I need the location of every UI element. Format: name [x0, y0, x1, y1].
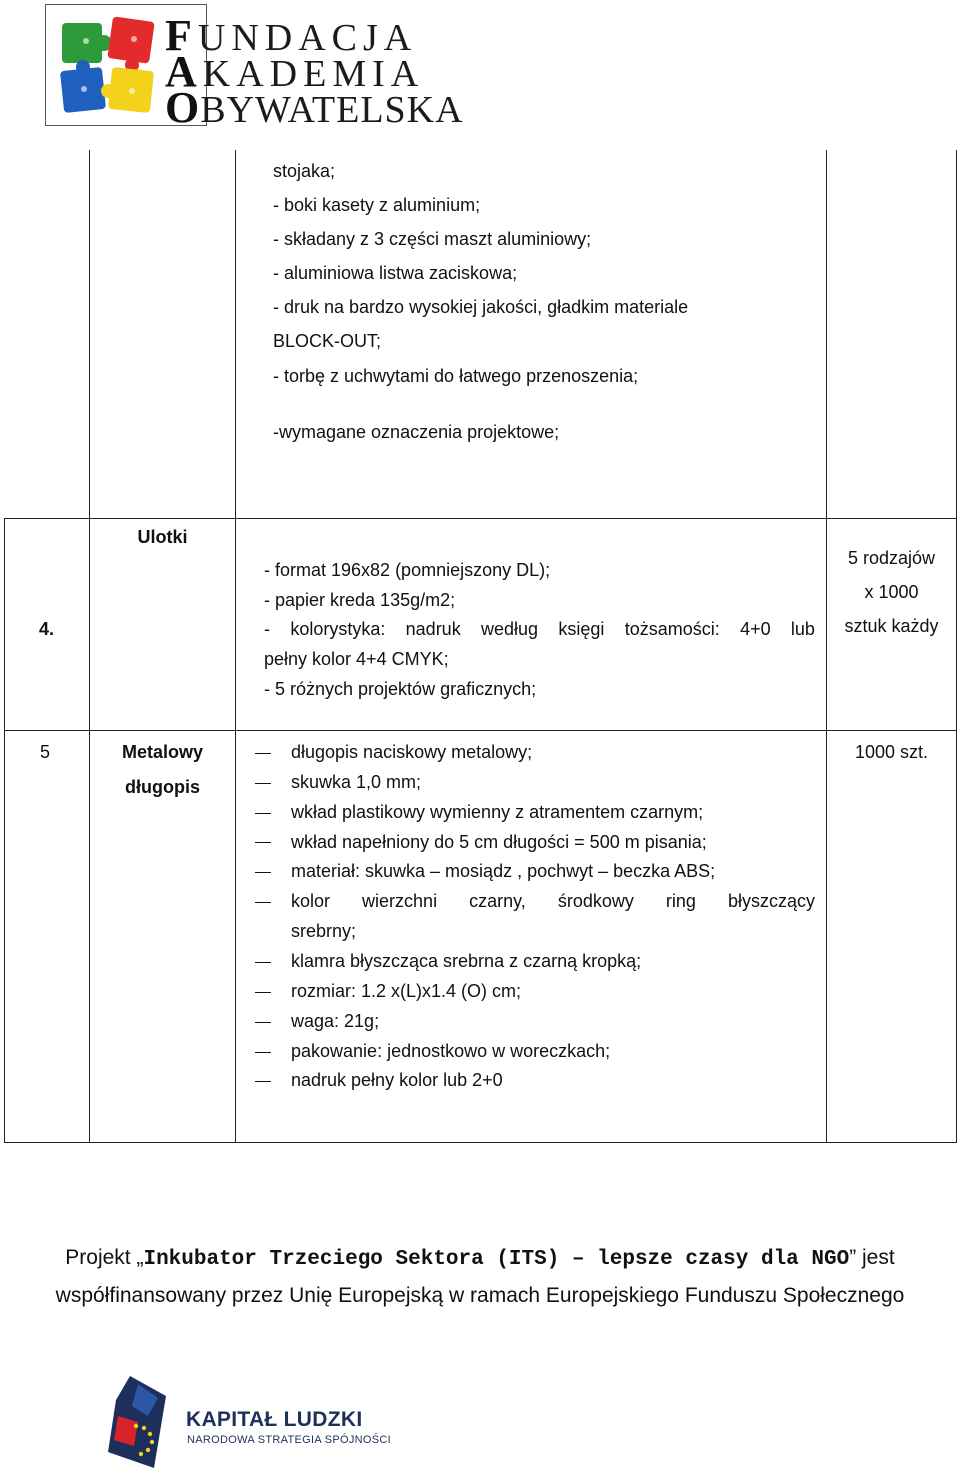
table-col-divider — [826, 150, 827, 1143]
spec-line: - 5 różnych projektów graficznych; — [264, 679, 537, 699]
item-name: długopis — [125, 777, 200, 797]
spec-line: - składany z 3 części maszt aluminiowy; — [273, 229, 592, 249]
word: tożsamości: — [624, 619, 720, 639]
footer-project-line — [0, 1246, 960, 1271]
row-number: 4. — [38, 619, 54, 639]
word: ring — [665, 891, 696, 911]
table-row-divider — [4, 730, 957, 731]
word: błyszczący — [727, 891, 815, 911]
logo-line-3: OBYWATELSKA — [165, 83, 464, 132]
dash-bullet — [255, 962, 271, 963]
dash-bullet — [255, 813, 271, 814]
kl-title: KAPITAŁ LUDZKI — [186, 1408, 363, 1431]
word: według — [481, 619, 539, 639]
spec-item: wkład plastikowy wymienny z atramentem czarnym; — [291, 802, 704, 822]
dash-bullet — [255, 902, 271, 903]
spec-line: pełny kolor 4+4 CMYK; — [264, 649, 449, 669]
dash-bullet — [255, 783, 271, 784]
spec-item: wkład napełniony do 5 cm długości = 500 m pisania; — [291, 832, 707, 852]
dash-bullet — [255, 753, 271, 754]
spec-line: - format 196x82 (pomniejszony DL); — [264, 560, 551, 580]
quantity-line: sztuk każdy — [844, 616, 939, 636]
dash-bullet — [255, 842, 271, 843]
footer-suffix: ” jest — [849, 1246, 895, 1269]
footer-prefix: Projekt „ — [65, 1246, 144, 1269]
spec-line: - papier kreda 135g/m2; — [264, 590, 456, 610]
kapital-ludzki-logo-icon — [108, 1376, 168, 1468]
spec-item: waga: 21g; — [291, 1011, 380, 1031]
spec-line: BLOCK-OUT; — [273, 331, 382, 351]
word: księgi — [558, 619, 605, 639]
spec-line: - aluminiowa listwa zaciskowa; — [273, 263, 518, 283]
table-border-bottom — [4, 1142, 957, 1143]
spec-item-justified — [291, 891, 815, 911]
quantity: 1000 szt. — [854, 742, 929, 762]
spec-line: - druk na bardzo wysokiej jakości, gładkim materiale — [273, 297, 689, 317]
spec-item: srebrny; — [291, 921, 357, 941]
word: środkowy — [557, 891, 634, 911]
spec-line: stojaka; — [273, 161, 336, 181]
dash-bullet — [255, 1022, 271, 1023]
table-border-right — [956, 150, 957, 1143]
spec-item: długopis naciskowy metalowy; — [291, 742, 533, 762]
dash-bullet — [255, 1052, 271, 1053]
word: lub — [790, 619, 815, 639]
table-row-divider — [4, 518, 957, 519]
kl-subtitle: NARODOWA STRATEGIA SPÓJNOŚCI — [187, 1434, 391, 1446]
quantity-line: 5 rodzajów — [847, 548, 936, 568]
word: nadruk — [405, 619, 461, 639]
item-name: Ulotki — [137, 527, 188, 547]
dash-bullet — [255, 992, 271, 993]
logo-line-2: AKADEMIA — [165, 47, 425, 96]
spec-item: skuwka 1,0 mm; — [291, 772, 422, 792]
table-col-divider — [235, 150, 236, 1143]
spec-line: - torbę z uchwytami do łatwego przenoszenia; — [273, 366, 639, 386]
spec-item: pakowanie: jednostkowo w woreczkach; — [291, 1041, 611, 1061]
spec-item: rozmiar: 1.2 x(L)x1.4 (O) cm; — [291, 981, 522, 1001]
spec-item: nadruk pełny kolor lub 2+0 — [291, 1070, 503, 1090]
quantity-line: x 1000 — [864, 582, 919, 602]
table-border-left — [4, 518, 5, 1143]
word: kolor — [291, 891, 331, 911]
item-name: Metalowy — [121, 742, 204, 762]
table-col-divider — [89, 150, 90, 1143]
footer-funding-line: współfinansowany przez Unię Europejską w ramach Europejskiego Funduszu Społecznego — [55, 1284, 905, 1307]
dash-bullet — [255, 1081, 271, 1082]
word: kolorystyka: — [290, 619, 386, 639]
word: - — [264, 619, 270, 639]
row-number: 5 — [40, 742, 51, 762]
spec-line-justified — [264, 619, 815, 639]
spec-line: -wymagane oznaczenia projektowe; — [273, 422, 560, 442]
spec-item: klamra błyszcząca srebrna z czarną kropką; — [291, 951, 642, 971]
word: 4+0 — [740, 619, 771, 639]
word: wierzchni — [362, 891, 438, 911]
project-name: Inkubator Trzeciego Sektora (ITS) – lepsze czasy dla NGO — [143, 1248, 850, 1271]
dash-bullet — [255, 872, 271, 873]
logo-line-1: FUNDACJA — [165, 11, 418, 60]
spec-item: materiał: skuwka – mosiądz , pochwyt – beczka ABS; — [291, 861, 716, 881]
spec-line: - boki kasety z aluminium; — [273, 195, 481, 215]
word: czarny, — [469, 891, 526, 911]
